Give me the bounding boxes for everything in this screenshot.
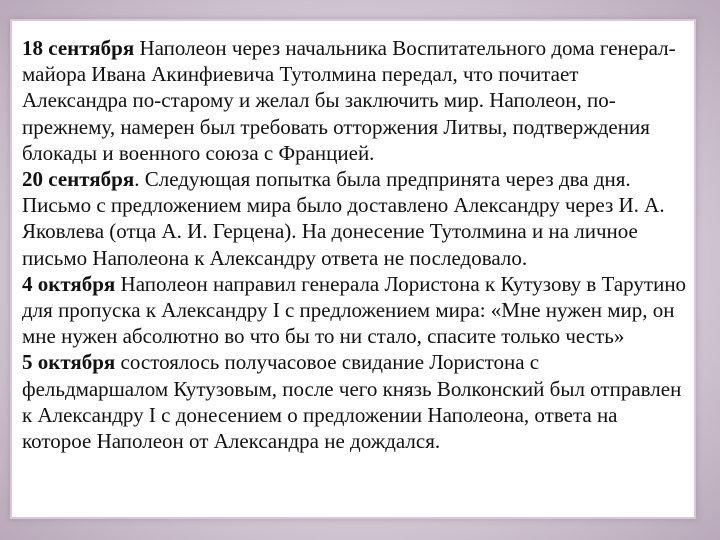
date-label: 5 октября (22, 350, 116, 375)
date-label: 18 сентября (22, 36, 135, 60)
content-box (10, 19, 696, 519)
paragraph-text: Наполеон через начальника Воспитательного дома генерал-майора Ивана Акинфиевича Тутолмина передал, что почитает Александра по-старому и желал бы заключить мир. Наполеон, по-прежнему, намерен был требовать отторжения Литвы, подтверждения блокады и военного союза с Францией. (22, 36, 676, 165)
paragraph-text: состоялось получасовое свидание Лористона с фельдмаршалом Кутузовым, после чего князь Волконский был отправлен к Александру I с донесением о предложении Наполеона, ответа на которое Наполеон от Александра не дождался. (22, 350, 682, 454)
paragraph-oct-5 (22, 349, 688, 454)
date-label: 20 сентября (22, 167, 135, 192)
date-label: 4 октября (22, 271, 116, 296)
paragraph-sept-18 (22, 35, 688, 166)
paragraph-oct-4 (22, 271, 688, 350)
paragraph-sept-20 (22, 166, 688, 271)
paragraph-text: Наполеон направил генерала Лористона к Кутузову в Тарутино для пропуска к Александру I с предложением мира: «Мне нужен мир, он мне нужен абсолютно во что бы то ни стало, спасите только честь» (22, 271, 687, 349)
text-body (22, 35, 688, 454)
paragraph-text: . Следующая попытка была предпринята через два дня. Письмо с предложением мира было доставлено Александру через И. А. Яковлева (отца А. И. Герцена). На донесение Тутолмина и на личное письмо Наполеона к Александру ответа не последовало. (22, 167, 665, 270)
